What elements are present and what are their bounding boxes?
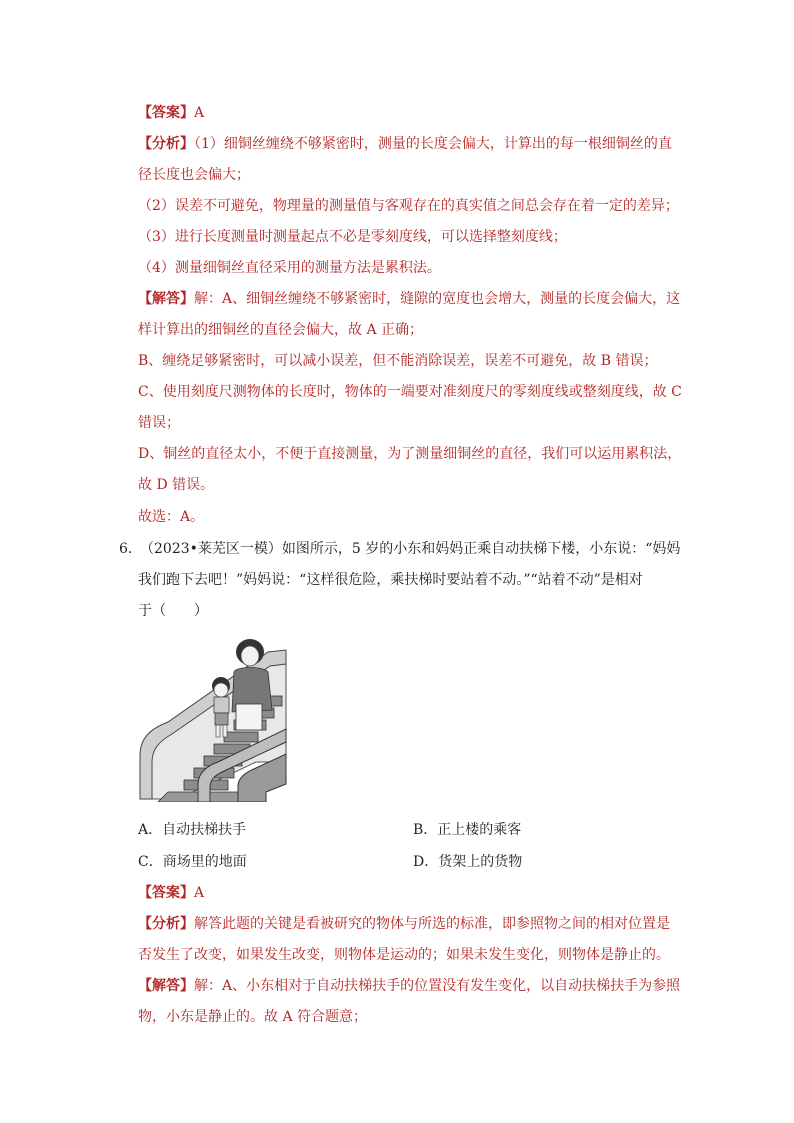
analysis-line-5: （4）测量细铜丝直径采用的测量方法是累积法。	[138, 260, 441, 276]
solution-line-3: B、缠绕足够紧密时，可以减小误差，但不能消除误差，误差不可避免，故 B 错误；	[138, 353, 658, 369]
solution-text: 解：A、细铜丝缠绕不够紧密时，缝隙的宽度也会增大，测量的长度会偏大，这	[194, 291, 681, 307]
analysis-line-2b: 否发生了改变，如果发生改变，则物体是运动的；如果未发生变化，则物体是静止的。	[138, 947, 670, 963]
answer-line-2	[138, 883, 678, 903]
solution-line-8: 故选：A。	[138, 509, 205, 525]
analysis-tag: 【分析】	[138, 916, 194, 932]
analysis-line-2: 径长度也会偏大；	[138, 167, 250, 183]
option-d[interactable]: D．货架上的货物	[413, 854, 523, 870]
solution-line-1b	[138, 976, 681, 996]
answer-text: A	[194, 885, 205, 901]
analysis-text: （1）细铜丝缠绕不够紧密时，测量的长度会偏大，计算出的每一根细铜丝的直	[194, 136, 672, 152]
solution-line-2: 样计算出的细铜丝的直径会偏大，故 A 正确；	[138, 322, 424, 338]
answer-text: A	[194, 105, 205, 121]
solution-line-2b: 物，小东是静止的。故 A 符合题意；	[138, 1009, 368, 1025]
analysis-line-1b	[138, 914, 678, 934]
solution-tag: 【解答】	[138, 978, 194, 994]
option-b[interactable]: B．正上楼的乘客	[413, 822, 522, 838]
question-line-3: 于（ ）	[138, 603, 208, 619]
solution-text: 解：A、小东相对于自动扶梯扶手的位置没有发生变化，以自动扶梯扶手为参照	[194, 978, 681, 994]
solution-line-6: D、铜丝的直径太小，不便于直接测量，为了测量细铜丝的直径，我们可以运用累积法，	[138, 446, 682, 462]
option-c[interactable]: C．商场里的地面	[138, 854, 247, 870]
answer-tag: 【答案】	[138, 105, 194, 121]
escalator-illustration	[138, 634, 288, 802]
solution-tag: 【解答】	[138, 291, 194, 307]
answer-line	[138, 103, 678, 123]
question-line-2: 我们跑下去吧！”妈妈说：“这样很危险，乘扶梯时要站着不动。”“站着不动”是相对	[138, 572, 643, 588]
answer-tag: 【答案】	[138, 885, 194, 901]
question-line-1: （2023•莱芜区一模）如图所示，5 岁的小东和妈妈正乘自动扶梯下楼，小东说：“妈妈	[140, 541, 681, 557]
question-number: 6．	[119, 541, 142, 557]
analysis-line-1	[138, 134, 678, 154]
analysis-tag: 【分析】	[138, 136, 194, 152]
analysis-line-4: （3）进行长度测量时测量起点不必是零刻度线，可以选择整刻度线；	[138, 229, 567, 245]
solution-line-5: 错误；	[138, 415, 180, 431]
solution-line-1	[138, 289, 681, 309]
solution-line-4: C、使用刻度尺测物体的长度时，物体的一端要对准刻度尺的零刻度线或整刻度线，故 C	[138, 384, 682, 400]
analysis-text: 解答此题的关键是看被研究的物体与所选的标准，即参照物之间的相对位置是	[194, 916, 670, 932]
solution-line-7: 故 D 错误。	[138, 477, 215, 493]
option-a[interactable]: A．自动扶梯扶手	[138, 822, 247, 838]
analysis-line-3: （2）误差不可避免，物理量的测量值与客观存在的真实值之间总会存在着一定的差异；	[138, 198, 679, 214]
